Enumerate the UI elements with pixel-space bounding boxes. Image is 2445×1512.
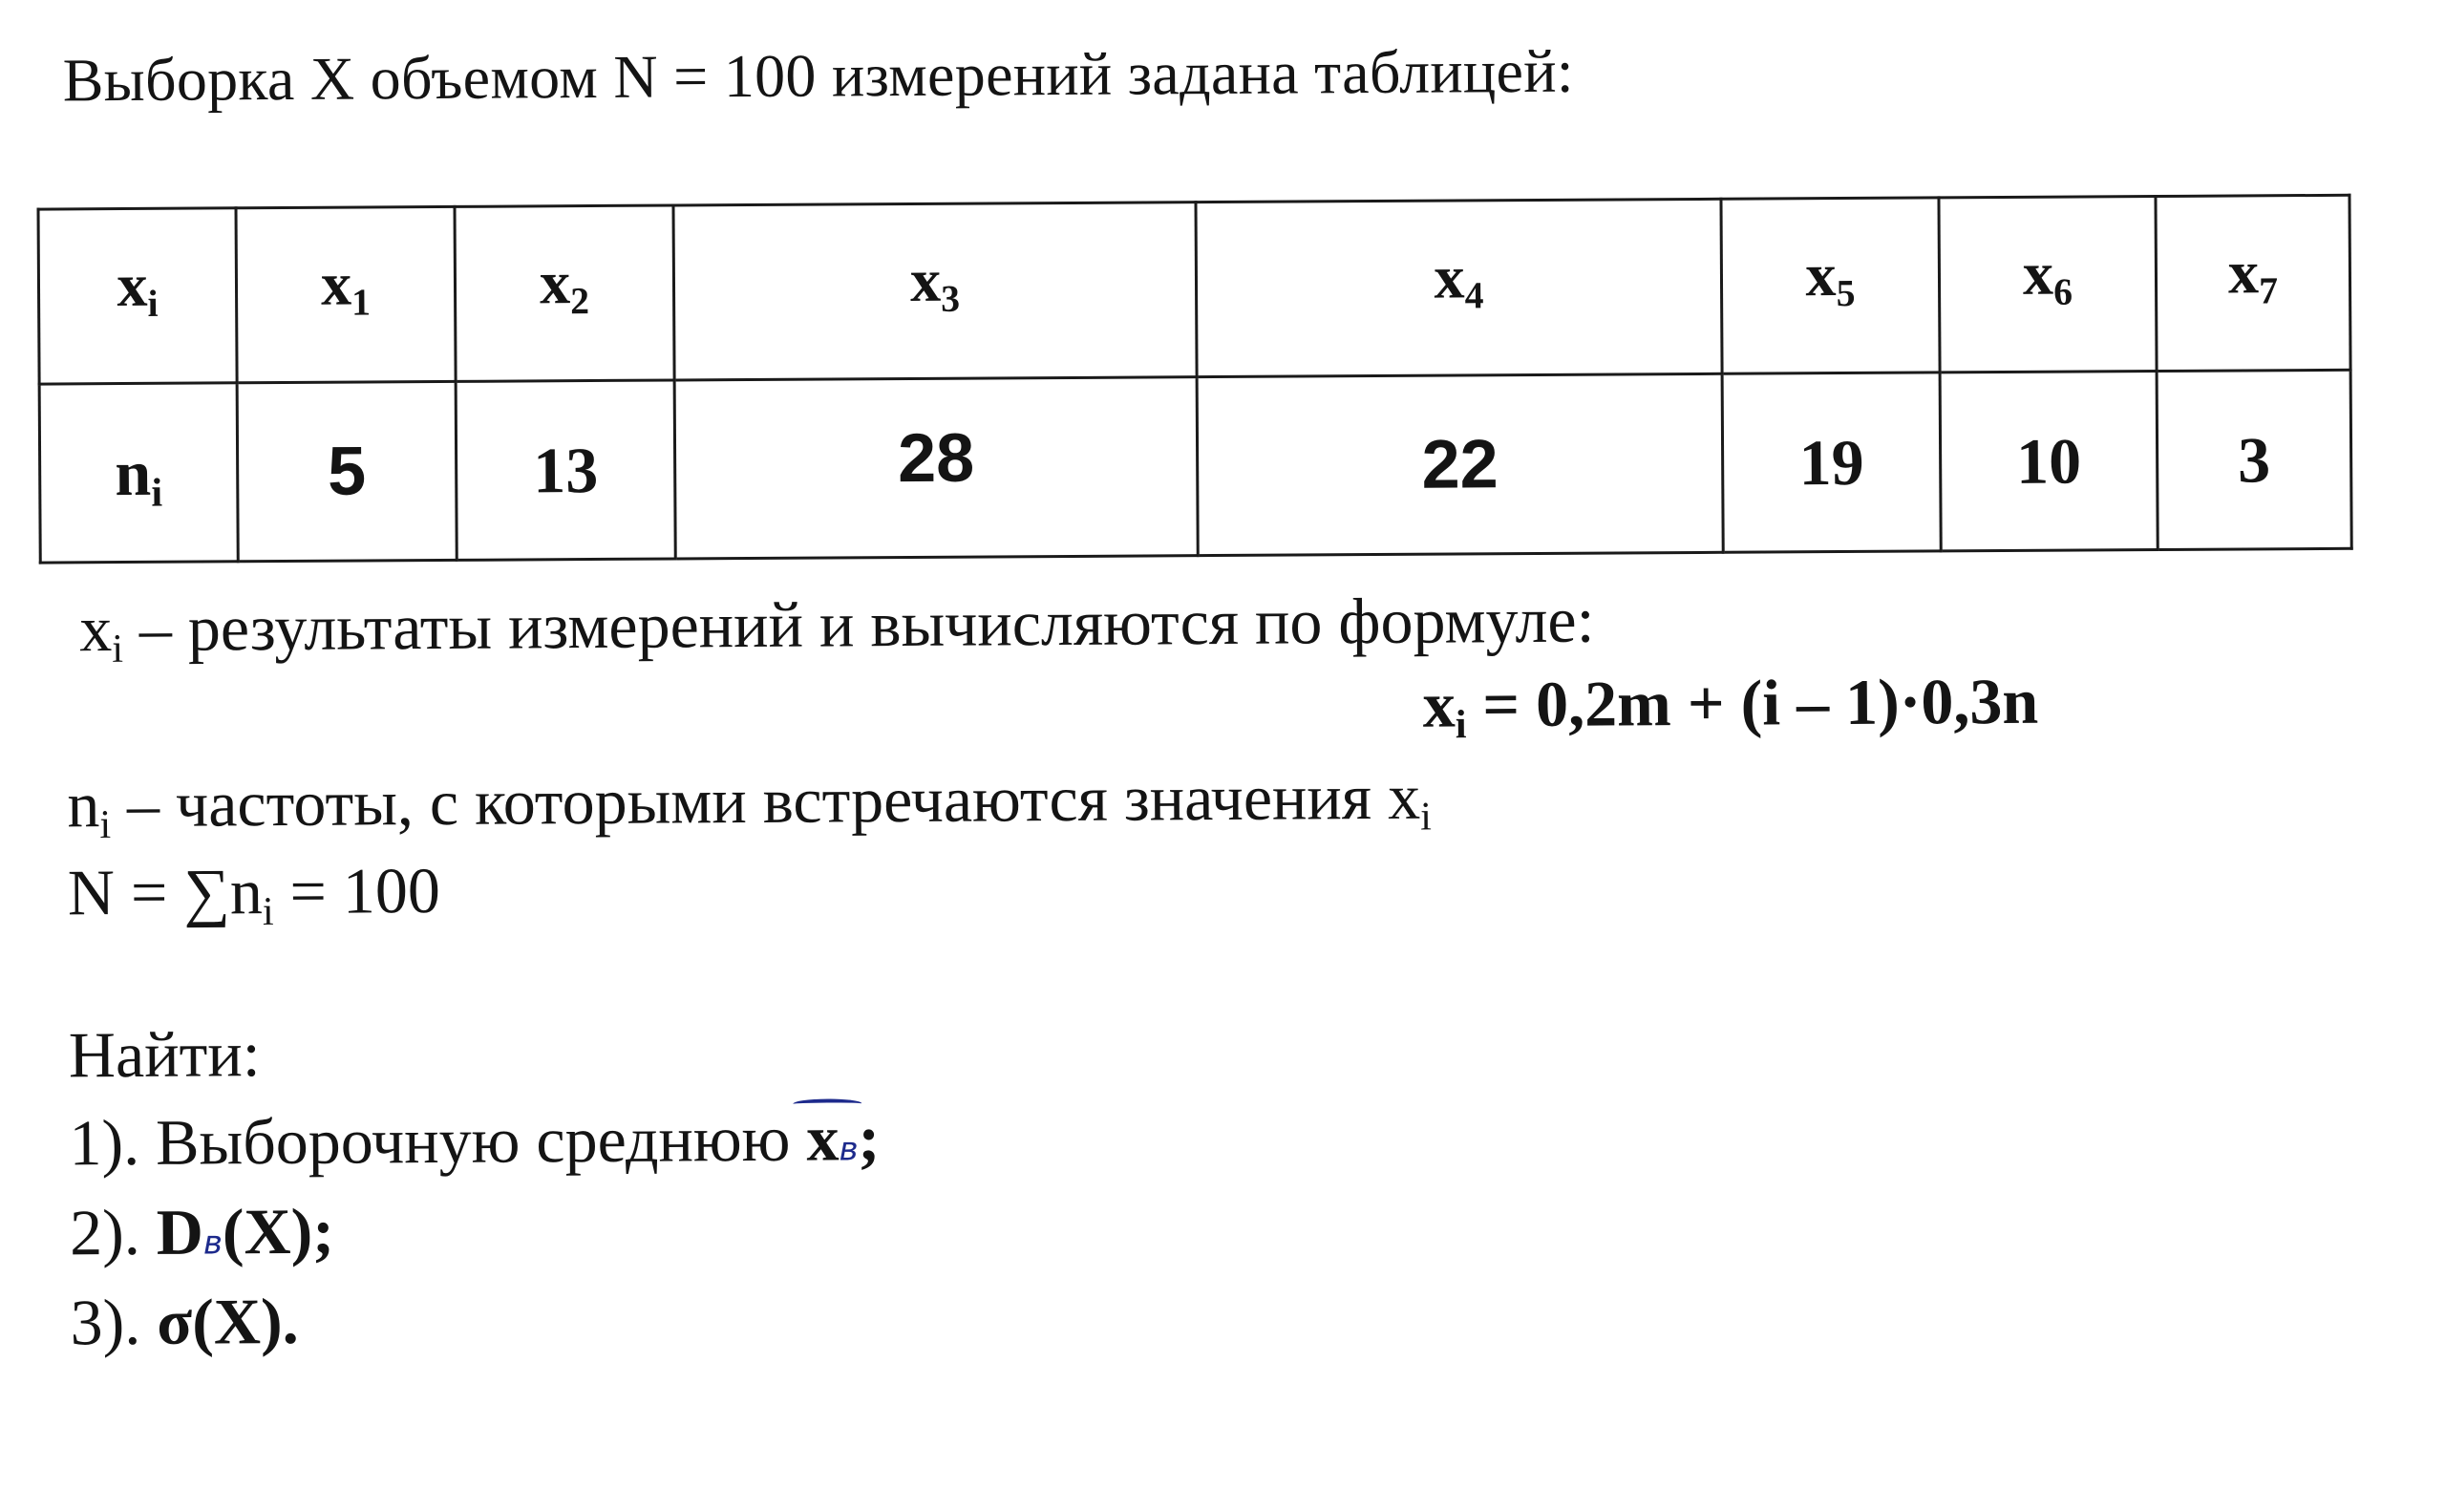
count-x1: 5 bbox=[237, 381, 457, 561]
frequencies-row bbox=[39, 370, 2351, 563]
sample-mean-symbol: xв bbox=[806, 1100, 859, 1176]
header-x2: $x_2$ bbox=[455, 205, 674, 381]
values-row bbox=[38, 195, 2350, 384]
intro-text: Выборка X объемом N = 100 измерений задана таблицей: bbox=[62, 36, 1575, 115]
count-x4: 22 bbox=[1197, 373, 1723, 555]
sum-line: $N = \sum n_i = 100$ bbox=[67, 854, 441, 934]
find-title: Найти: bbox=[68, 1017, 261, 1092]
count-x3: 28 bbox=[674, 377, 1198, 559]
ni-definition: $n_i$ – частоты, с которыми встречаются значения $x_i$ bbox=[67, 759, 1433, 847]
task-1: 1). Выборочную среднюю xв; bbox=[69, 1100, 880, 1181]
header-x6: $x_6$ bbox=[1939, 197, 2157, 373]
count-x2: 13 bbox=[456, 380, 675, 560]
header-x5: $x_5$ bbox=[1721, 198, 1940, 373]
frequency-table bbox=[36, 194, 2352, 564]
xi-definition: $x_i$ – результаты измерений и вычисляются по формуле: bbox=[78, 583, 1595, 671]
header-x7: $x_7$ bbox=[2156, 195, 2350, 371]
count-x6: 10 bbox=[1940, 372, 2158, 551]
task-2: 2). Dв(X); bbox=[69, 1194, 335, 1269]
header-x3: $x_3$ bbox=[673, 202, 1197, 380]
count-x5: 19 bbox=[1722, 373, 1941, 552]
header-x4: $x_4$ bbox=[1196, 199, 1722, 376]
header-x1: $x_1$ bbox=[236, 206, 456, 382]
count-x7: 3 bbox=[2157, 370, 2351, 549]
row-label-ni: $n_i$ bbox=[39, 383, 238, 563]
task-3: 3). σ(X). bbox=[70, 1284, 299, 1359]
formula: $x_i = 0,2m + (i - 1)\cdot 0,3n$ bbox=[1422, 664, 2039, 748]
row-label-xi: $x_i$ bbox=[38, 208, 237, 384]
